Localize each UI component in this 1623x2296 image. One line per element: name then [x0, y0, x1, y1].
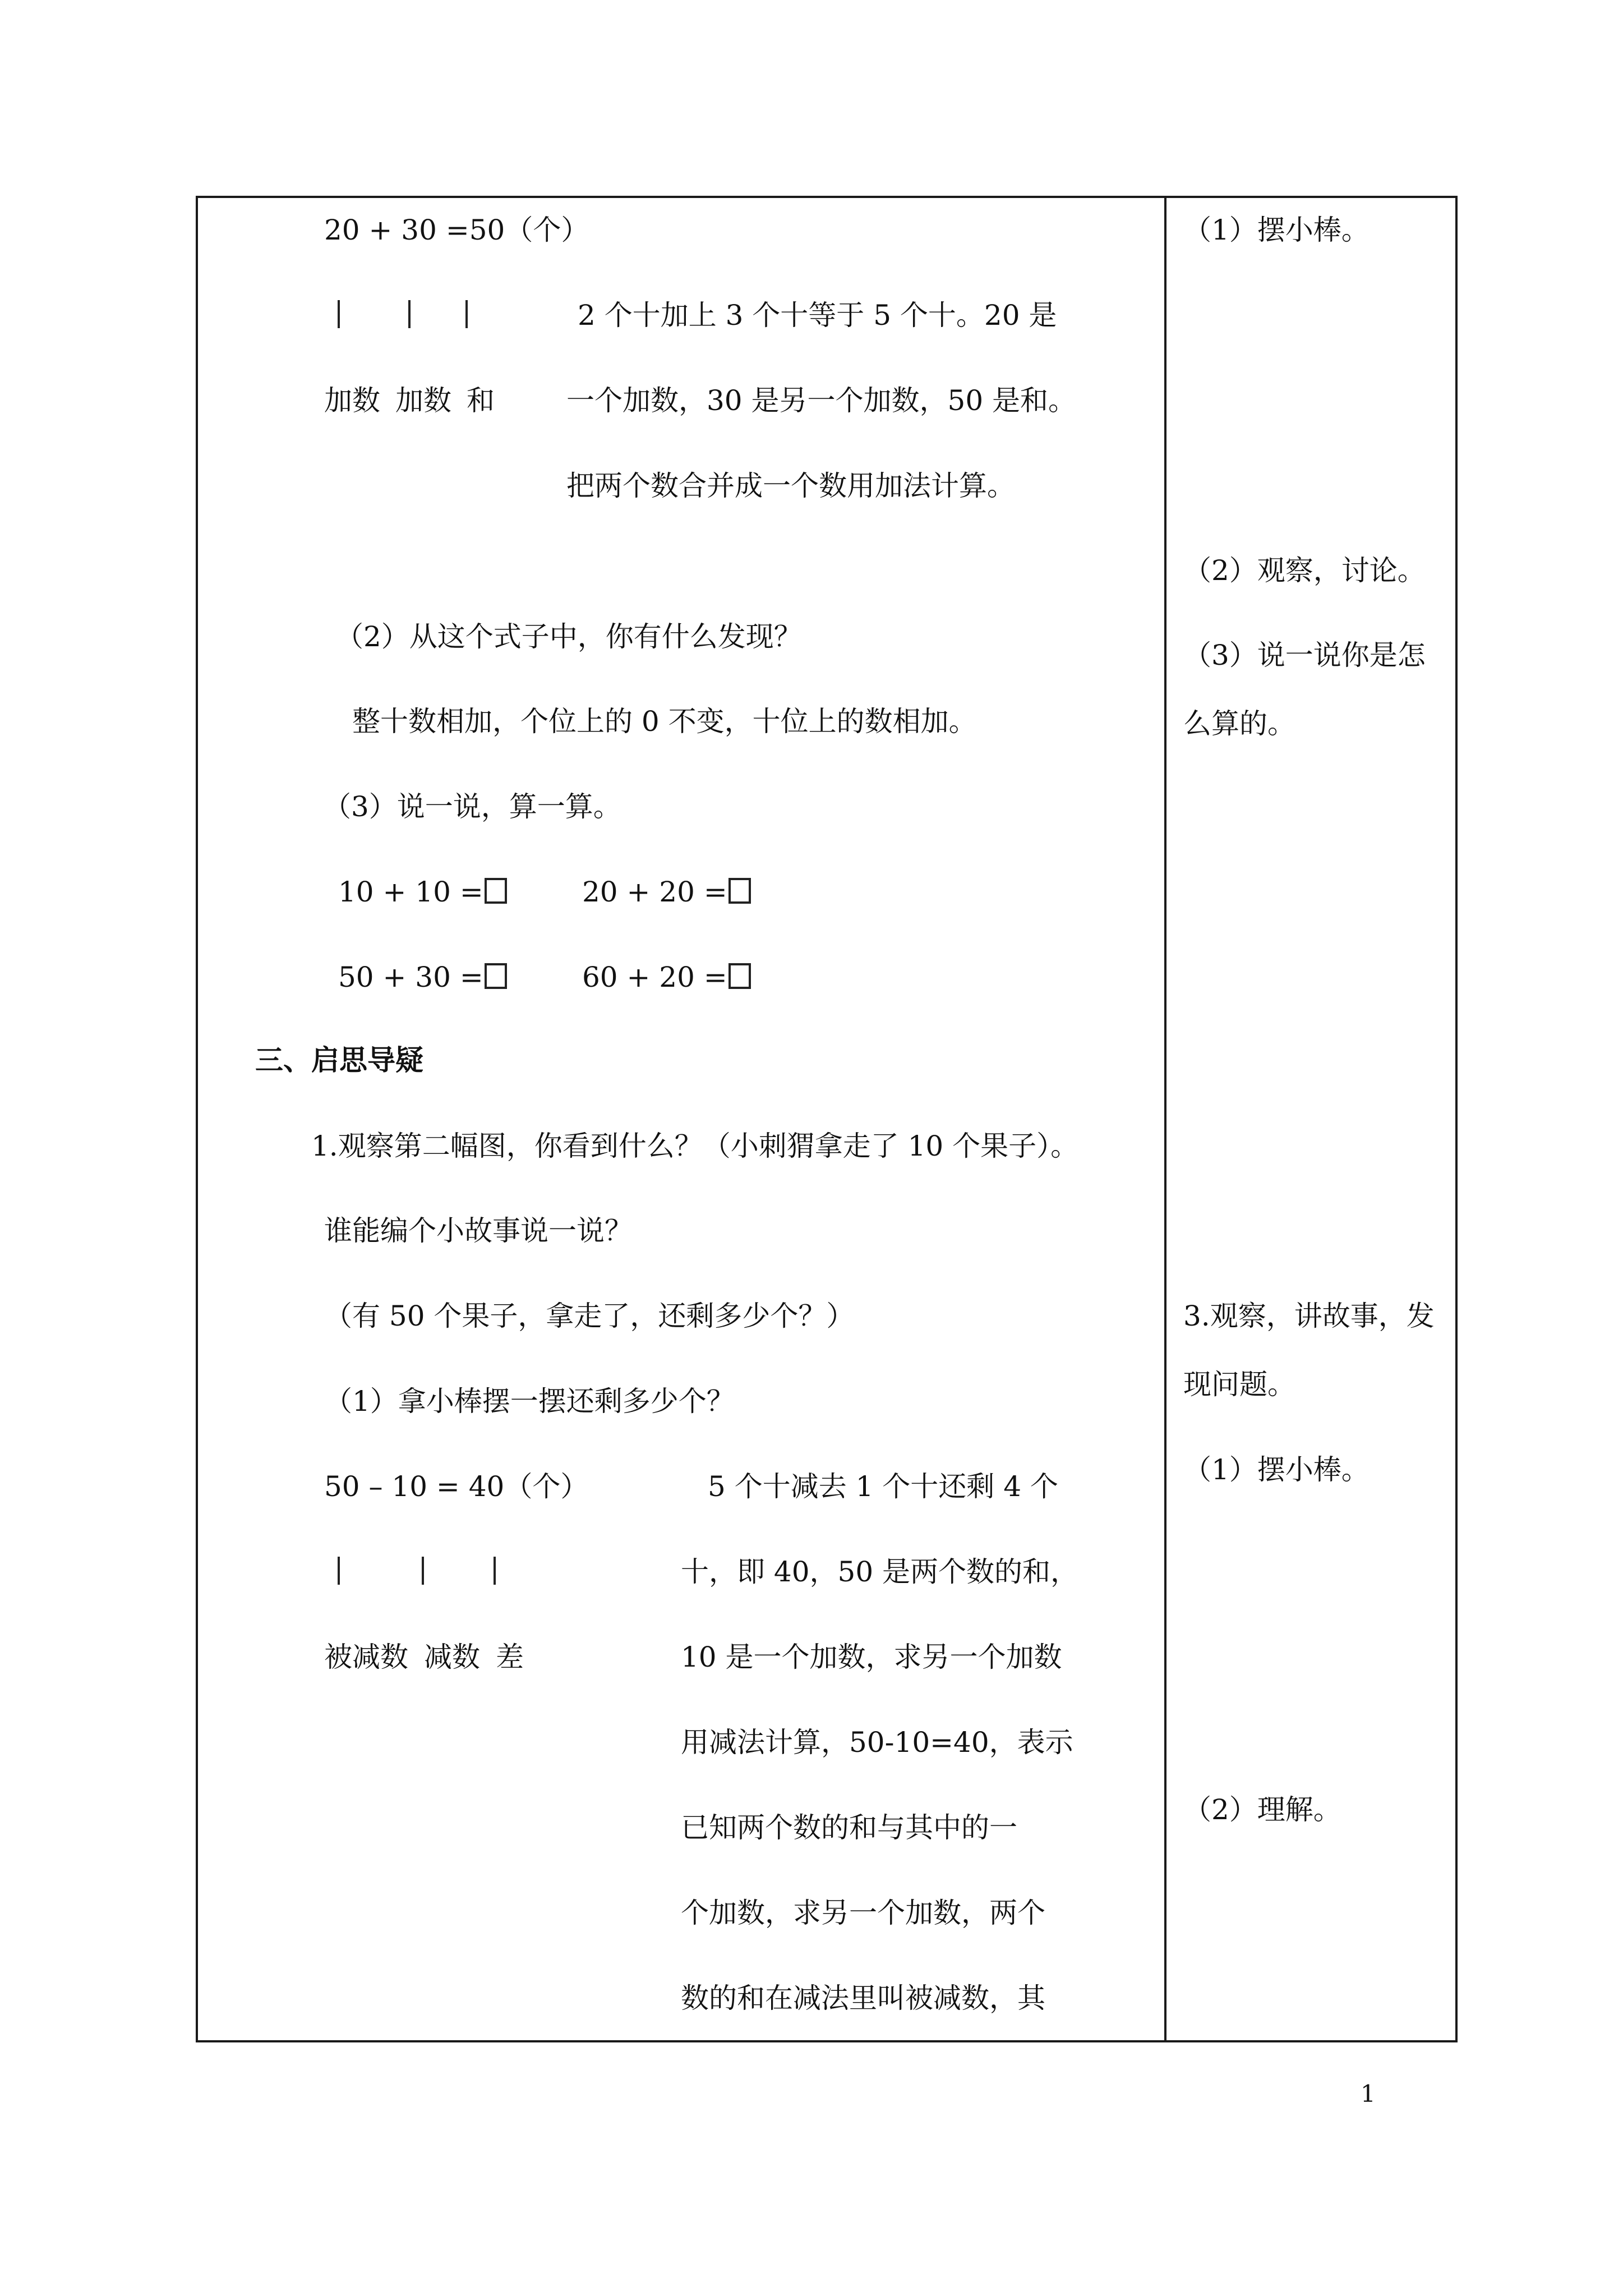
question-3: （3）说一说，算一算。 [323, 790, 621, 823]
answer-2: 整十数相加，个位上的 0 不变，十位上的数相加。 [352, 705, 977, 738]
column-divider [1164, 196, 1166, 2042]
calc-exercise: 50 + 30 = [338, 960, 507, 994]
label-difference: 差 [496, 1641, 524, 1673]
calc-exercise: 60 + 20 = [582, 960, 751, 994]
section-title: 三、启思导疑 [255, 1043, 423, 1076]
label-addend: 加数 [395, 384, 451, 417]
section-question: 1.观察第二幅图，你看到什么？（小刺猬拿走了 10 个果子）。 [311, 1130, 1079, 1162]
student-activity: 现问题。 [1183, 1368, 1295, 1401]
student-activity: 么算的。 [1183, 707, 1295, 740]
student-activity: 3.观察，讲故事，发 [1183, 1300, 1435, 1332]
explanation-line: 5 个十减去 1 个十还剩 4 个 [708, 1470, 1058, 1503]
page-number: 1 [1361, 2080, 1376, 2108]
answer-box [485, 878, 507, 904]
explanation-line: 一个加数，30 是另一个加数，50 是和。 [566, 384, 1077, 417]
bracket-line [338, 1557, 340, 1585]
explanation-line: 把两个数合并成一个数用加法计算。 [566, 470, 1015, 502]
explanation-line: 10 是一个加数，求另一个加数 [681, 1641, 1062, 1673]
student-activity: （2）观察，讨论。 [1183, 554, 1426, 587]
answer-box [728, 963, 751, 989]
label-minuend: 被减数 [324, 1641, 408, 1673]
answer-box [485, 963, 507, 989]
explanation-line: 用减法计算，50-10=40，表示 [681, 1726, 1073, 1759]
label-subtrahend: 减数 [424, 1641, 480, 1673]
answer-box [728, 878, 751, 904]
equation-addition: 20 + 30 =50（个） [324, 214, 589, 246]
question-2: （2）从这个式子中，你有什么发现？ [335, 620, 802, 653]
bracket-line [338, 300, 340, 328]
bracket-line [465, 300, 468, 328]
label-sum: 和 [467, 384, 495, 417]
label-addend: 加数 [324, 384, 380, 417]
section-question: 谁能编个小故事说一说？ [324, 1214, 633, 1247]
student-activity: （1）摆小棒。 [1183, 1453, 1370, 1486]
bracket-line [422, 1557, 424, 1585]
bracket-line [408, 300, 411, 328]
explanation-line: 2 个十加上 3 个十等于 5 个十。20 是 [578, 299, 1057, 332]
explanation-line: 十，即 40，50 是两个数的和， [681, 1556, 1079, 1588]
section-question: （有 50 个果子，拿走了，还剩多少个？） [324, 1300, 855, 1332]
sub-question: （1）拿小棒摆一摆还剩多少个？ [324, 1385, 735, 1418]
explanation-line: 数的和在减法里叫被减数，其 [681, 1982, 1045, 2014]
student-activity: （3）说一说你是怎 [1183, 639, 1426, 671]
explanation-line: 已知两个数的和与其中的一 [681, 1811, 1017, 1844]
bracket-line [494, 1557, 496, 1585]
calc-exercise: 20 + 20 = [582, 875, 751, 909]
student-activity: （2）理解。 [1183, 1793, 1341, 1826]
equation-subtraction: 50 – 10 = 40（个） [324, 1470, 589, 1503]
calc-exercise: 10 + 10 = [338, 875, 507, 909]
explanation-line: 个加数，求另一个加数，两个 [681, 1897, 1045, 1929]
student-activity: （1）摆小棒。 [1183, 214, 1370, 246]
